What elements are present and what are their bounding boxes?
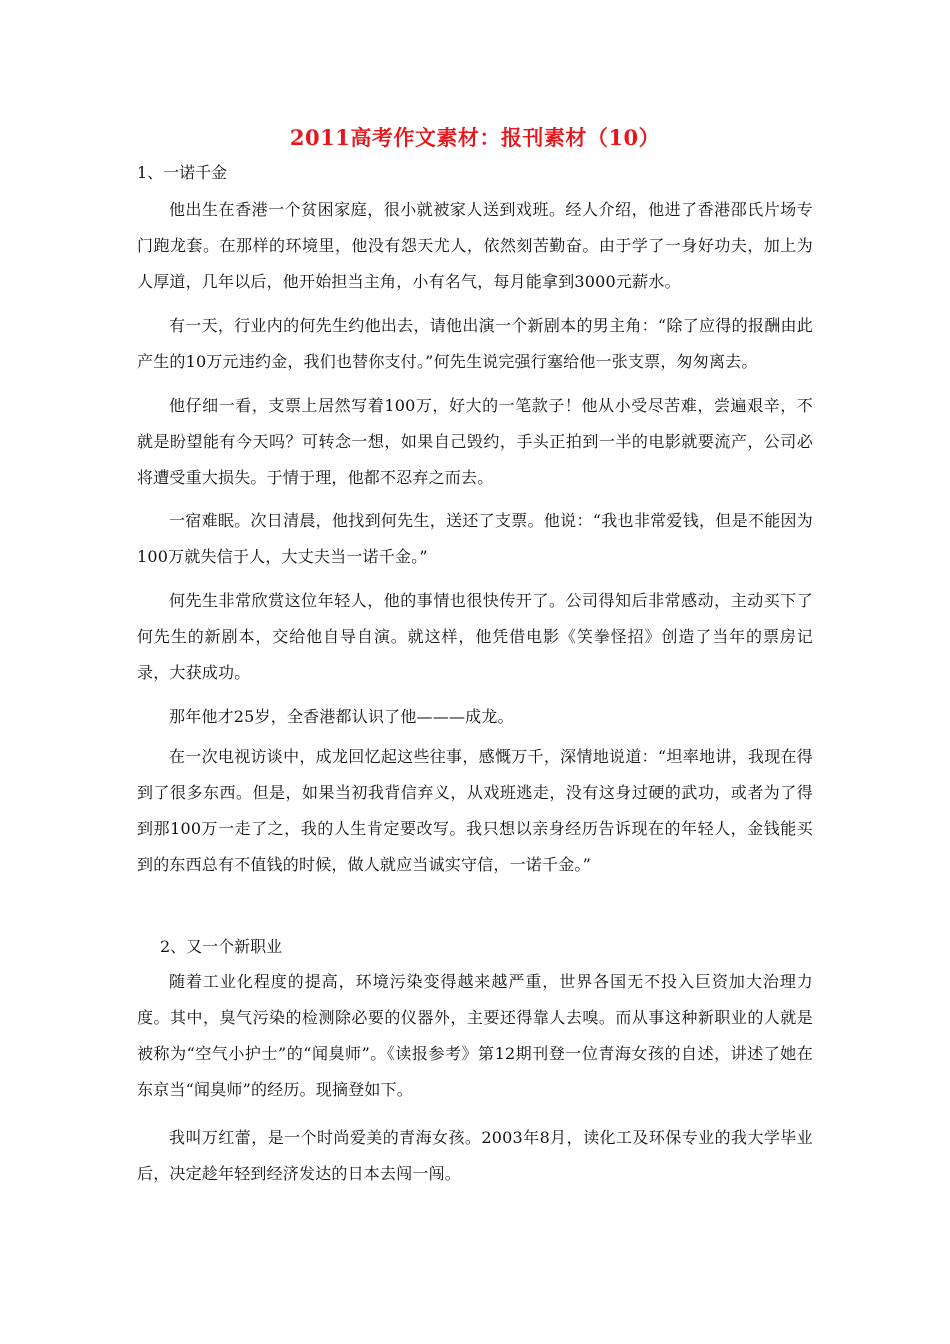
- paragraph: 他仔细一看，支票上居然写着100万，好大的一笔款子！他从小受尽苦难，尝遍艰辛，不就是盼望能有今天吗？可转念一想，如果自己毁约，手头正拍到一半的电影就要流产，公司必将遭受重大损失。于情于理，他都不忍弃之而去。: [137, 396, 813, 487]
- section-heading: 1、一诺千金: [137, 163, 228, 182]
- paragraph: 他出生在香港一个贫困家庭，很小就被家人送到戏班。经人介绍，他进了香港邵氏片场专门跑龙套。在那样的环境里，他没有怨天尤人，依然刻苦勤奋。由于学了一身好功夫，加上为人厚道，几年以后，他开始担当主角，小有名气，每月能拿到3000元薪水。: [137, 200, 813, 291]
- section-heading: 2、又一个新职业: [160, 937, 283, 956]
- paragraph: 何先生非常欣赏这位年轻人，他的事情也很快传开了。公司得知后非常感动，主动买下了何先生的新剧本，交给他自导自演。就这样，他凭借电影《笑拳怪招》创造了当年的票房记录，大获成功。: [137, 591, 813, 682]
- paragraph: 我叫万红蕾，是一个时尚爱美的青海女孩。2003年8月，读化工及环保专业的我大学毕业后，决定趁年轻到经济发达的日本去闯一闯。: [137, 1128, 813, 1183]
- paragraph: 有一天，行业内的何先生约他出去，请他出演一个新剧本的男主角：“除了应得的报酬由此产生的10万元违约金，我们也替你支付。”何先生说完强行塞给他一张支票，匆匆离去。: [137, 316, 813, 371]
- paragraph: 一宿难眠。次日清晨，他找到何先生，送还了支票。他说：“我也非常爱钱，但是不能因为100万就失信于人，大丈夫当一诺千金。”: [137, 511, 813, 566]
- paragraph: 随着工业化程度的提高，环境污染变得越来越严重，世界各国无不投入巨资加大治理力度。其中，臭气污染的检测除必要的仪器外，主要还得靠人去嗅。而从事这种新职业的人就是被称为“空气小护士”的“闻臭师”。《读报参考》第12期刊登一位青海女孩的自述，讲述了她在东京当“闻臭师”的经历。现摘登如下。: [137, 972, 813, 1099]
- paragraph: 那年他才25岁，全香港都认识了他———成龙。: [169, 707, 514, 726]
- paragraph: 在一次电视访谈中，成龙回忆起这些往事，感慨万千，深情地说道：“坦率地讲，我现在得到了很多东西。但是，如果当初我背信弃义，从戏班逃走，没有这身过硬的武功，或者为了得到那100万一走了之，我的人生肯定要改写。我只想以亲身经历告诉现在的年轻人，金钱能买到的东西总有不值钱的时候，做人就应当诚实守信，一诺千金。”: [137, 747, 813, 874]
- document-title: 2011高考作文素材：报刊素材（10）: [289, 125, 661, 150]
